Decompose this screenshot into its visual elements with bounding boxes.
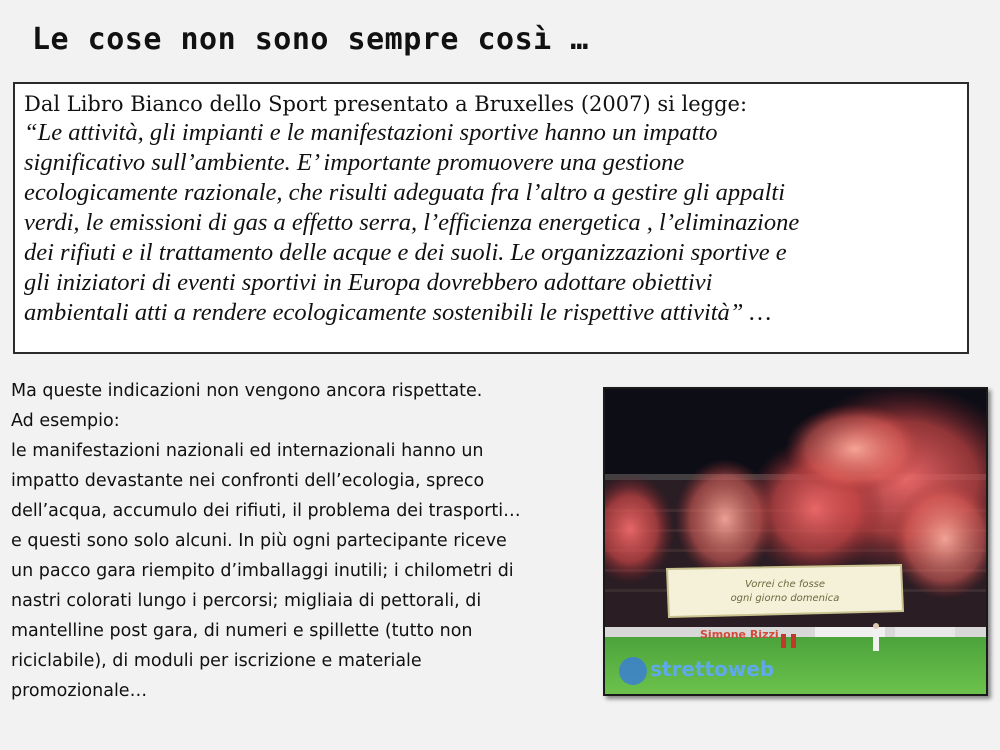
- body-line: nastri colorati lungo i percorsi; migliaia di pettorali, di: [11, 591, 482, 611]
- quote-line: verdi, le emissioni di gas a effetto serra, l’efficienza energetica , l’eliminazione: [24, 209, 800, 236]
- body-line: mantelline post gara, di numeri e spillette (tutto non: [11, 621, 473, 641]
- body-line: dell’acqua, accumulo dei rifiuti, il problema dei trasporti…: [11, 501, 521, 521]
- body-line: un pacco gara riempito d’imballaggi inutili; i chilometri di: [11, 561, 514, 581]
- quote-box: [13, 82, 969, 354]
- quote-line: dei rifiuti e il trattamento delle acque e dei suoli. Le organizzazioni sportive e: [24, 239, 787, 266]
- quote-line: gli iniziatori di eventi sportivi in Europa dovrebbero adottare obiettivi: [24, 269, 713, 296]
- body-line: e questi sono solo alcuni. In più ogni partecipante riceve: [11, 531, 507, 551]
- body-line: le manifestazioni nazionali ed internazionali hanno un: [11, 441, 484, 461]
- body-line: Ad esempio:: [11, 411, 120, 431]
- body-line: impatto devastante nei confronti dell’ecologia, spreco: [11, 471, 485, 491]
- svg-text:Vorrei che fosse: Vorrei che fosse: [744, 579, 826, 590]
- svg-text:ogni giorno domenica: ogni giorno domenica: [730, 593, 840, 604]
- body-line: Ma queste indicazioni non vengono ancora rispettate.: [11, 381, 483, 401]
- quote-line: ambientali atti a rendere ecologicamente sostenibili le rispettive attività” …: [24, 299, 772, 326]
- quote-line: “Le attività, gli impianti e le manifestazioni sportive hanno un impatto: [24, 119, 718, 146]
- body-line: promozionale…: [11, 681, 148, 701]
- quote-text: [24, 118, 957, 328]
- ad-board-text: Simone Rizzi: [700, 628, 779, 641]
- quote-line: significativo sull’ambiente. E’ importante promuovere una gestione: [24, 149, 685, 176]
- watermark-text: strettoweb: [650, 657, 775, 681]
- fan-banner: [667, 565, 903, 617]
- quote-heading: Dal Libro Bianco dello Sport presentato a Bruxelles (2007) si legge:: [24, 92, 748, 116]
- watermark-logo: [619, 657, 774, 685]
- body-text: [11, 376, 603, 706]
- slide-title: Le cose non sono sempre così …: [32, 22, 589, 57]
- quote-line: ecologicamente razionale, che risulti adeguata fra l’altro a gestire gli appalti: [24, 179, 785, 206]
- body-line: riciclabile), di moduli per iscrizione e materiale: [11, 651, 422, 671]
- stadium-photo: [603, 387, 988, 696]
